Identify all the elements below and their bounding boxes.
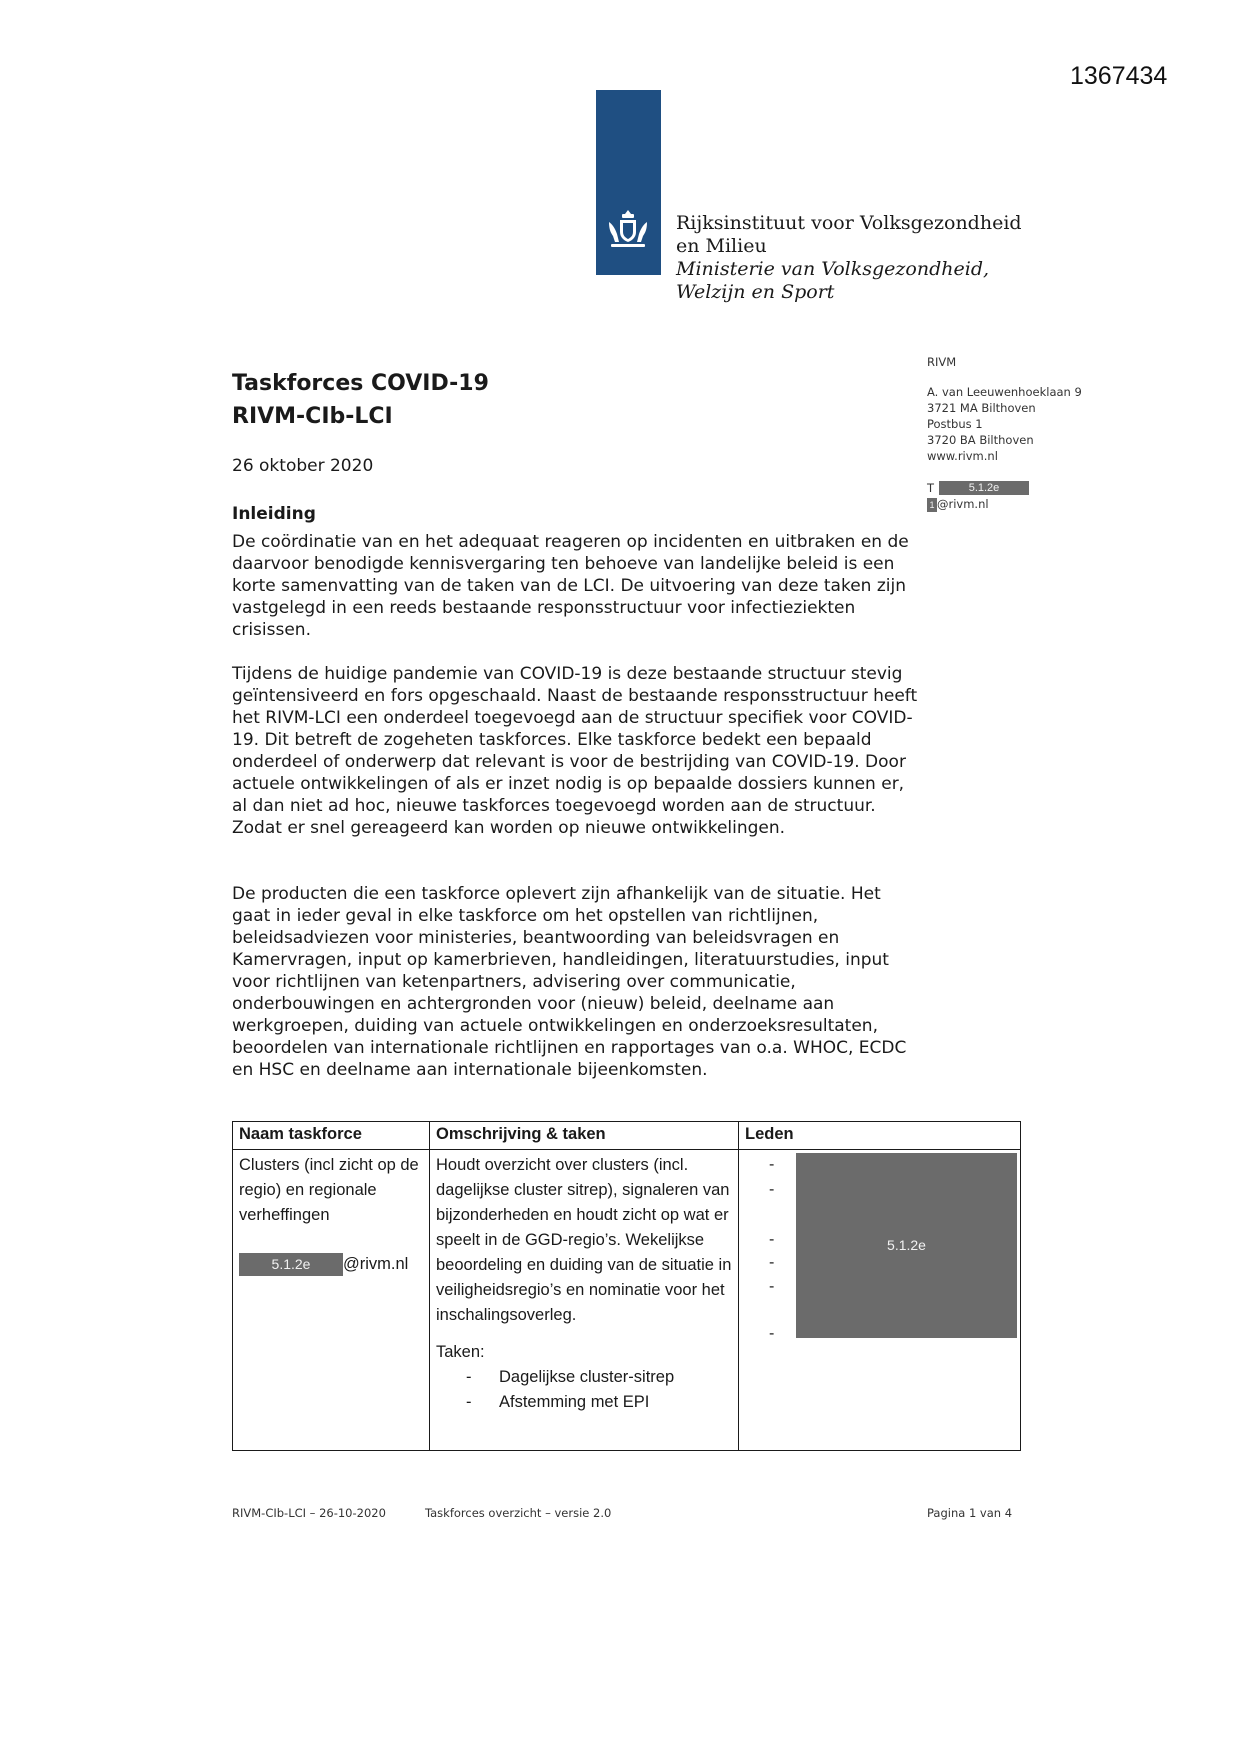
- logo-bar: [596, 90, 661, 275]
- column-header: Naam taskforce: [233, 1122, 430, 1150]
- member-dash: -: [769, 1231, 775, 1248]
- column-header: Leden: [739, 1122, 1021, 1150]
- contact-redaction: 5.1.2e: [239, 1253, 343, 1276]
- column-header: Omschrijving & taken: [430, 1122, 739, 1150]
- title-line-1: Taskforces COVID-19: [232, 371, 489, 396]
- members-cell: [739, 1150, 1021, 1451]
- taskforce-table: [232, 1121, 1021, 1451]
- paragraph: De coördinatie van en het adequaat reageren op incidenten en uitbraken en de daarvoor benodigde kennisvergaring ten behoeve van landelijke beleid is een korte samenvatting van de taken van de LCI. De uitvoering van deze taken zijn vastgelegd in een reeds bestaande responsstructuur voor infectieziekten crisissen.: [232, 532, 909, 640]
- organisation-name: [676, 212, 1022, 304]
- task-text: Afstemming met EPI: [499, 1393, 650, 1411]
- document-number: 1367434: [1070, 62, 1168, 90]
- members-redaction: 5.1.2e: [796, 1153, 1017, 1338]
- document-title: [232, 367, 489, 433]
- table-row: [233, 1150, 1021, 1451]
- org-line-3: Ministerie van Volksgezondheid,: [676, 258, 990, 280]
- email-redaction: 1: [927, 498, 937, 512]
- task-item: - Dagelijkse cluster-sitrep: [466, 1368, 675, 1386]
- footer-version: Taskforces overzicht – versie 2.0: [425, 1506, 612, 1520]
- taskforce-contact: [239, 1252, 423, 1277]
- task-item: - Afstemming met EPI: [466, 1393, 650, 1411]
- taskforce-name-cell: [233, 1150, 430, 1451]
- sidebar-address: [927, 384, 1082, 464]
- address-line: Postbus 1: [927, 417, 983, 431]
- contact-email-suffix: @rivm.nl: [343, 1255, 409, 1273]
- title-line-2: RIVM-CIb-LCI: [232, 404, 393, 429]
- address-line: A. van Leeuwenhoeklaan 9: [927, 385, 1082, 399]
- org-line-2: en Milieu: [676, 235, 767, 257]
- description-cell: [430, 1150, 739, 1451]
- crest-icon: [605, 208, 651, 250]
- footer-reference: RIVM-CIb-LCI – 26-10-2020: [232, 1506, 386, 1520]
- member-dash: -: [769, 1181, 775, 1198]
- org-line-4: Welzijn en Sport: [676, 281, 835, 303]
- taskforce-description: Houdt overzicht over clusters (incl. dagelijkse cluster sitrep), signaleren van bijzonderheden en houdt zicht op wat er speelt in de GGD-regio’s. Wekelijkse beoordeling en duiding van de situatie in veiligheidsregio’s en nominatie voor het inschalingsoverleg.: [436, 1156, 732, 1324]
- phone-redaction: 5.1.2e: [939, 481, 1029, 495]
- member-dash: -: [769, 1278, 775, 1295]
- address-line: 3721 MA Bilthoven: [927, 401, 1036, 415]
- member-dash: -: [769, 1156, 775, 1173]
- footer-page-number: Pagina 1 van 4: [927, 1506, 1013, 1520]
- phone-label: T: [927, 481, 935, 495]
- taskforce-name: Clusters (incl zicht op de regio) en regionale verheffingen: [239, 1156, 419, 1224]
- sidebar-org: RIVM: [927, 355, 957, 369]
- task-text: Dagelijkse cluster-sitrep: [499, 1368, 675, 1386]
- table-header-row: [233, 1122, 1021, 1150]
- email-suffix: @rivm.nl: [937, 497, 989, 511]
- paragraph: De producten die een taskforce oplevert zijn afhankelijk van de situatie. Het gaat in ieder geval in elke taskforce om het opstellen van richtlijnen, beleidsadviezen voor ministeries, beantwoording van beleidsvragen en Kamervragen, input op kamerbrieven, handleidingen, literatuurstudies, input voor richtlijnen van ketenpartners, advisering over communicatie, onderbouwingen en achtergronden voor (nieuw) beleid, deelname aan werkgroepen, duiding van actuele ontwikkelingen en onderzoeksresultaten, beoordelen van internationale richtlijnen en rapportages van o.a. WHOC, ECDC en HSC en deelname aan internationale bijeenkomsten.: [232, 884, 907, 1080]
- tasks-label: Taken:: [436, 1343, 485, 1361]
- paragraph: Tijdens de huidige pandemie van COVID-19 is deze bestaande structuur stevig geïntensiveerd en fors opgeschaald. Naast de bestaande responsstructuur heeft het RIVM-LCI een onderdeel toegevoegd aan de structuur specifiek voor COVID-19. Dit betreft de zogeheten taskforces. Elke taskforce bedekt een bepaald onderdeel of onderwerp dat relevant is voor de bestrijding van COVID-19. Door actuele ontwikkelingen of als er inzet nodig is op bepaalde dossiers kunnen er, al dan niet ad hoc, nieuwe taskforces toegevoegd worden aan de structuur. Zodat er snel gereageerd kan worden op nieuwe ontwikkelingen.: [232, 664, 918, 838]
- org-line-1: Rijksinstituut voor Volksgezondheid: [676, 212, 1022, 234]
- section-heading: Inleiding: [232, 504, 316, 524]
- member-dash: -: [769, 1325, 775, 1342]
- document-date: 26 oktober 2020: [232, 456, 374, 476]
- website-link[interactable]: www.rivm.nl: [927, 449, 998, 463]
- member-dash: -: [769, 1254, 775, 1271]
- address-line: 3720 BA Bilthoven: [927, 433, 1034, 447]
